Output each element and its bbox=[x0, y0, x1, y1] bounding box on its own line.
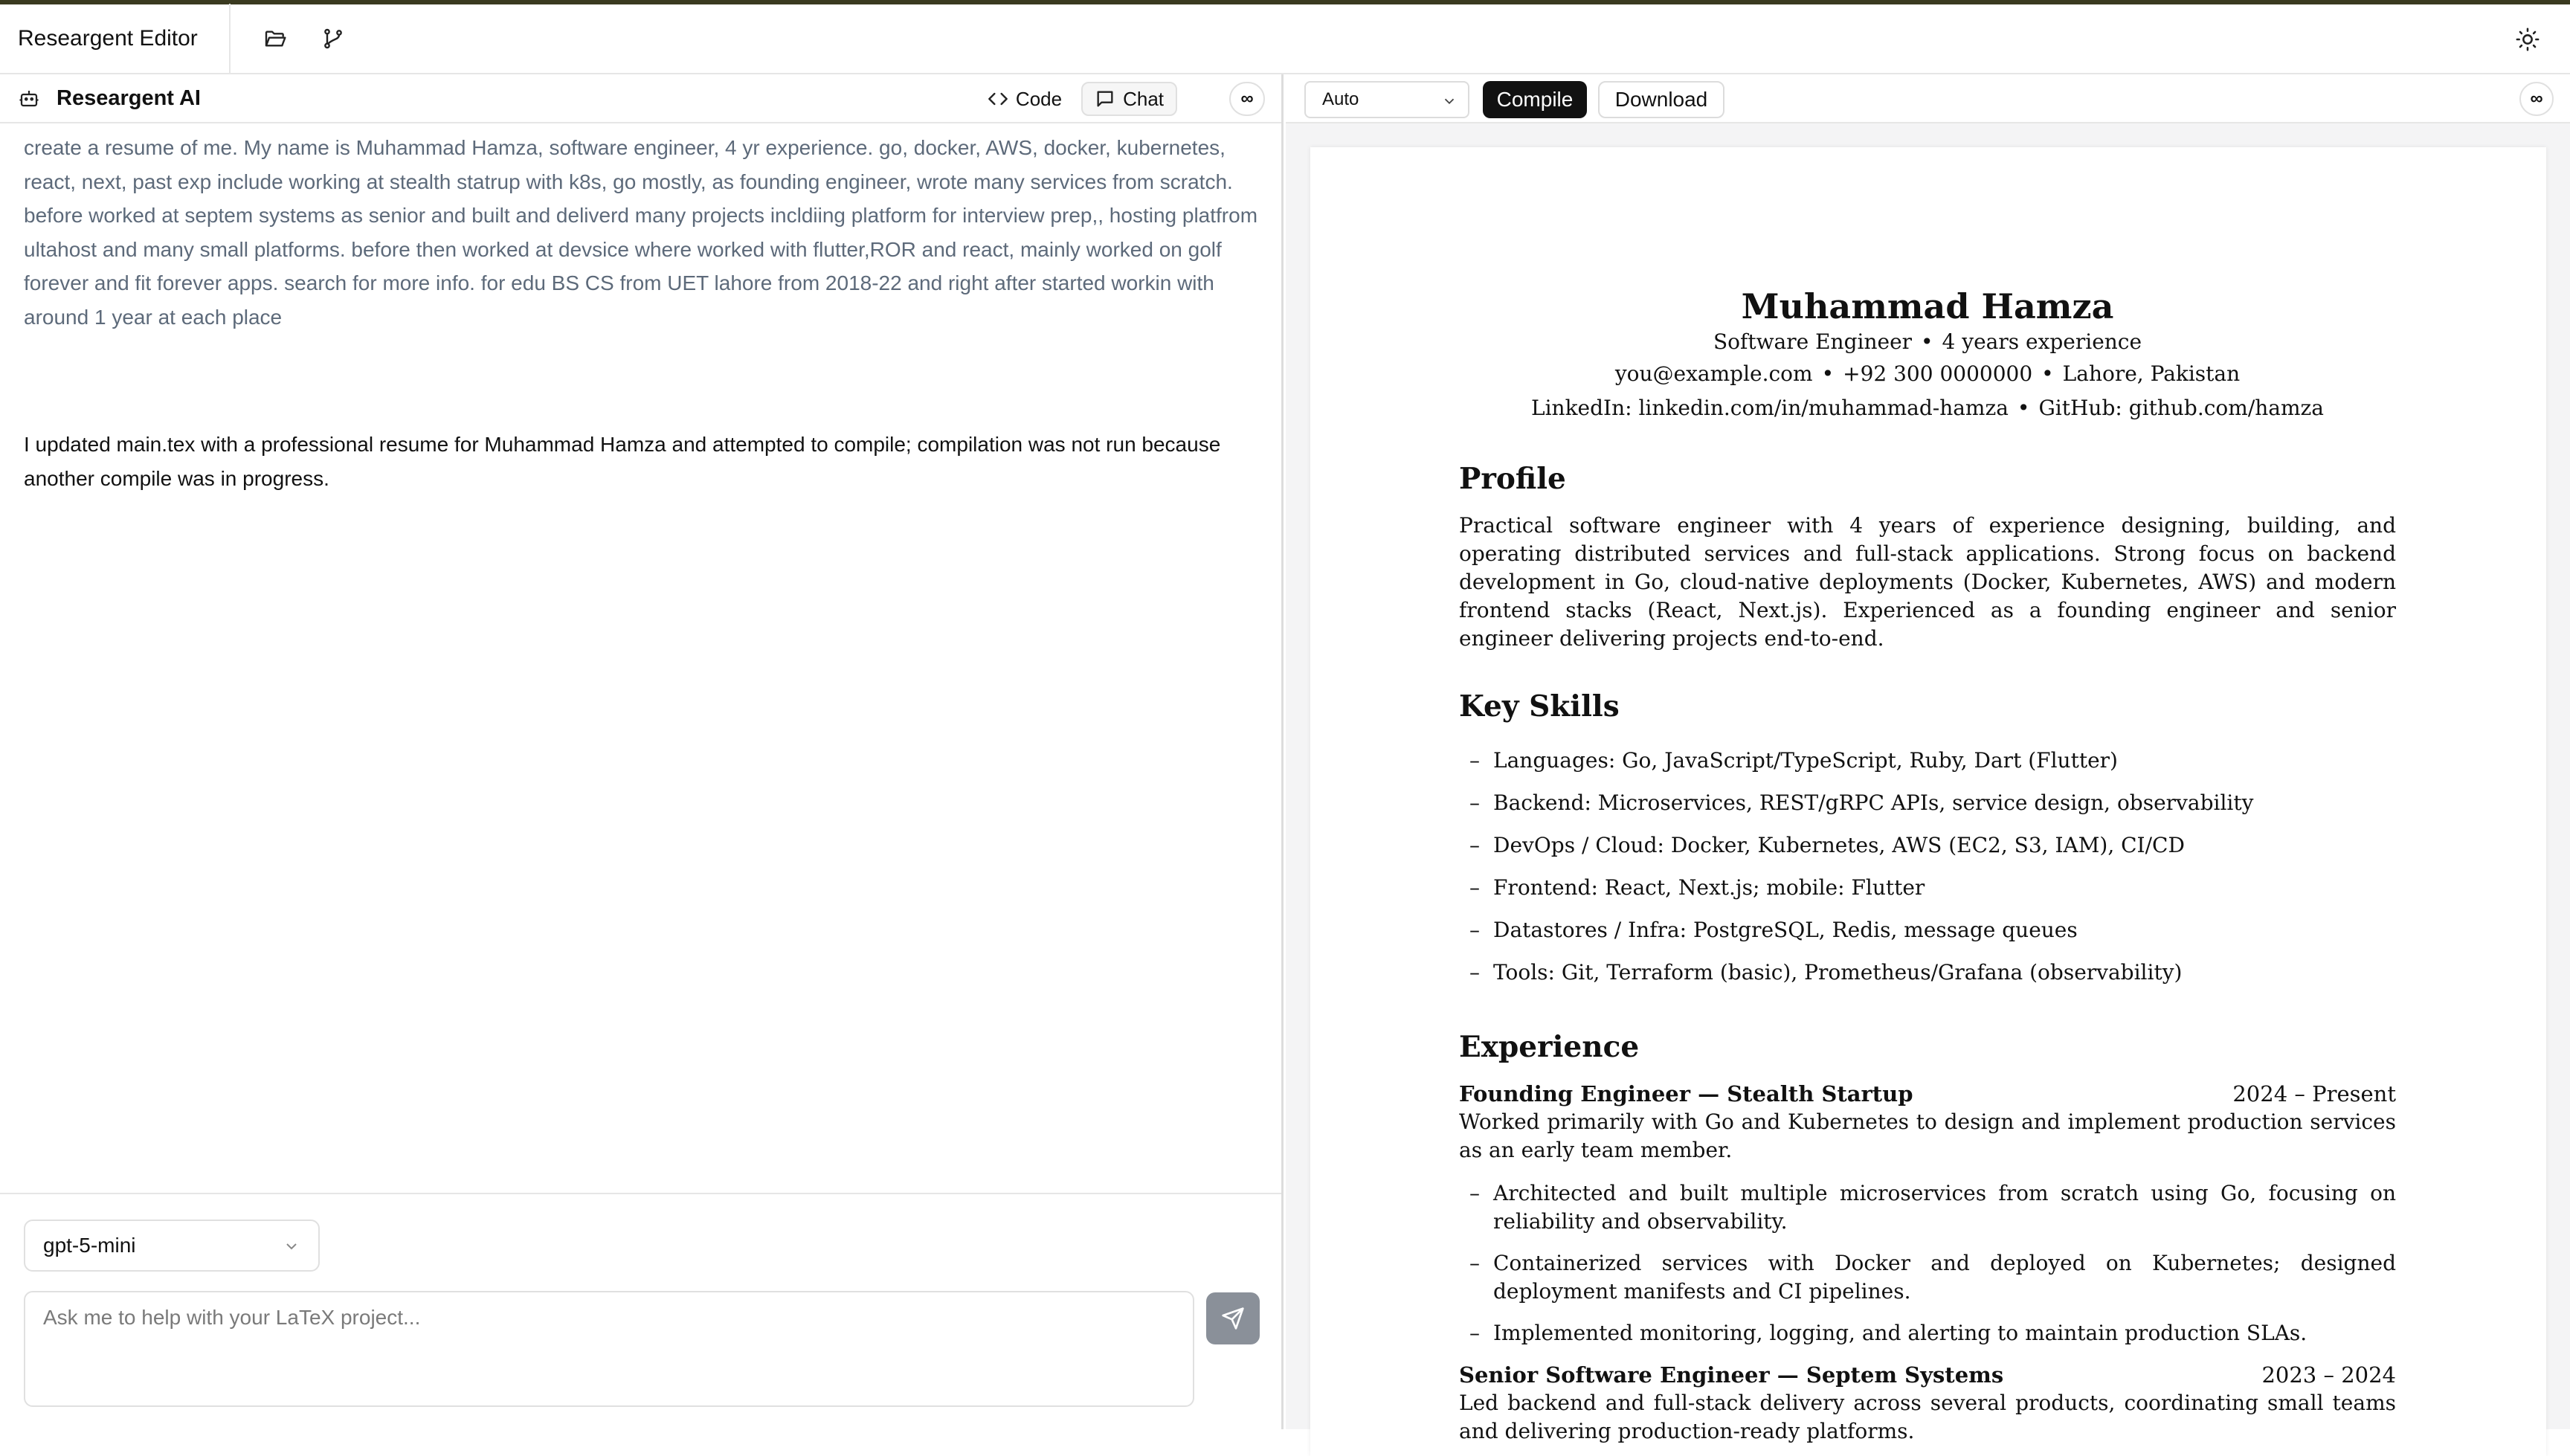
resume-location: Lahore, Pakistan bbox=[2062, 361, 2241, 386]
skill-item: – DevOps / Cloud: Docker, Kubernetes, AWS (EC2, S3, IAM), CI/CD bbox=[1459, 824, 2396, 866]
job-bullets bbox=[1459, 1179, 2396, 1347]
chat-tab-label: Chat bbox=[1123, 87, 1164, 110]
view-toggle bbox=[976, 82, 1177, 116]
compile-button[interactable]: Compile bbox=[1483, 81, 1587, 118]
skill-item: – Backend: Microservices, REST/gRPC APIs, service design, observability bbox=[1459, 782, 2396, 824]
chevron-down-icon bbox=[283, 1237, 300, 1255]
skill-item: – Tools: Git, Terraform (basic), Prometheus/Grafana (observability) bbox=[1459, 951, 2396, 993]
job-dates: 2023 – 2024 bbox=[2261, 1362, 2396, 1388]
git-branch-icon[interactable] bbox=[311, 16, 355, 61]
job-header bbox=[1459, 1080, 2396, 1108]
resume-links: LinkedIn: linkedin.com/in/muhammad-hamza • GitHub: github.com/hamza bbox=[1531, 396, 2324, 420]
profile-heading: Profile bbox=[1459, 462, 1566, 496]
job-header bbox=[1459, 1361, 2396, 1389]
skill-item: – Languages: Go, JavaScript/TypeScript, Ruby, Dart (Flutter) bbox=[1459, 739, 2396, 782]
pdf-preview-panel bbox=[1286, 74, 2570, 1443]
ai-panel-toolbar bbox=[0, 74, 1281, 123]
folder-open-icon[interactable] bbox=[253, 16, 297, 61]
skills-heading: Key Skills bbox=[1459, 689, 1620, 724]
preview-toolbar bbox=[1286, 74, 2570, 123]
chat-messages bbox=[0, 123, 1281, 1267]
job-bullet: – Architected and built multiple microservices from scratch using Go, focusing on reliability and observability. bbox=[1459, 1179, 2396, 1236]
job-title: Senior Software Engineer — Septem Systems bbox=[1459, 1362, 2004, 1388]
skill-item: – Frontend: React, Next.js; mobile: Flutter bbox=[1459, 866, 2396, 909]
job-bullet: – Implemented monitoring, logging, and alerting to maintain production SLAs. bbox=[1459, 1319, 2396, 1347]
chat-composer bbox=[0, 1193, 1281, 1429]
resume-email: you@example.com bbox=[1614, 361, 1813, 386]
bot-icon bbox=[18, 86, 42, 110]
chat-tab[interactable] bbox=[1081, 82, 1177, 116]
infinity-button[interactable]: ∞ bbox=[1229, 82, 1265, 116]
user-message: create a resume of me. My name is Muhammad Hamza, software engineer, 4 yr experience. go, docker, AWS, docker, kubernetes, react, next, past exp include working at stealth statrup with k8s, go mostly, as founding engineer, wrote many services from scratch. before worked at septem systems as senior and built and deliverd many projects incldiing platform for interview prep,, hosting platfrom ultahost and many small platforms. before then worked at devsice where worked with flutter,ROR and react, mainly worked on golf forever and fit forever apps. search for more info. for edu BS CS from UET lahore from 2018-22 and right after started workin with around 1 year at each place bbox=[24, 136, 1258, 329]
panel-title: Researgent AI bbox=[57, 86, 201, 110]
job-summary: Led backend and full-stack delivery across several products, coordinating small teams and delivering production-ready platforms. bbox=[1459, 1391, 2396, 1443]
job-dates: 2024 – Present bbox=[2232, 1081, 2396, 1107]
chevron-down-icon bbox=[1441, 93, 1458, 109]
chat-icon bbox=[1095, 88, 1115, 109]
code-icon bbox=[988, 88, 1008, 109]
job-title: Founding Engineer — Stealth Startup bbox=[1459, 1081, 1913, 1107]
assistant-message: I updated main.tex with a professional resume for Muhammad Hamza and attempted to compile; compilation was not run because another compile was in progress. bbox=[24, 433, 1221, 490]
infinity-button[interactable]: ∞ bbox=[2519, 82, 2554, 116]
app-title: Researgent Editor bbox=[0, 4, 231, 74]
engine-select[interactable] bbox=[1304, 81, 1469, 118]
resume-role: Software Engineer bbox=[1713, 329, 1913, 354]
ai-chat-panel bbox=[0, 74, 1284, 1429]
send-icon bbox=[1221, 1307, 1245, 1330]
skills-list bbox=[1459, 739, 2396, 993]
job-summary: Worked primarily with Go and Kubernetes to design and implement production services as an early team member. bbox=[1459, 1109, 2396, 1162]
resume-name: Muhammad Hamza bbox=[1741, 286, 2114, 326]
experience-heading: Experience bbox=[1459, 1030, 1640, 1064]
code-tab-label: Code bbox=[1015, 87, 1063, 110]
app-header bbox=[0, 4, 2570, 74]
resume-experience: 4 years experience bbox=[1942, 329, 2142, 354]
skill-item: – Datastores / Infra: PostgreSQL, Redis, message queues bbox=[1459, 909, 2396, 951]
engine-select-value: Auto bbox=[1322, 89, 1359, 109]
resume-subtitle: Software Engineer • 4 years experience bbox=[1713, 329, 2142, 354]
download-button[interactable]: Download bbox=[1598, 81, 1724, 118]
model-select[interactable] bbox=[24, 1220, 320, 1272]
model-select-value: gpt-5-mini bbox=[43, 1234, 136, 1257]
resume-content bbox=[1459, 286, 2396, 1446]
resume-contact: you@example.com • +92 300 0000000 • Lahore, Pakistan bbox=[1614, 361, 2241, 386]
resume-github: GitHub: github.com/hamza bbox=[2038, 396, 2324, 420]
pdf-page[interactable] bbox=[1310, 147, 2546, 1456]
resume-linkedin: LinkedIn: linkedin.com/in/muhammad-hamza bbox=[1531, 396, 2009, 420]
job-bullet: – Containerized services with Docker and deployed on Kubernetes; designed deployment manifests and CI pipelines. bbox=[1459, 1249, 2396, 1306]
send-button[interactable] bbox=[1206, 1292, 1260, 1344]
sun-icon[interactable] bbox=[2511, 22, 2545, 57]
resume-phone: +92 300 0000000 bbox=[1843, 361, 2033, 386]
prompt-input[interactable]: Ask me to help with your LaTeX project... bbox=[24, 1291, 1194, 1407]
profile-text: Practical software engineer with 4 years of experience designing, building, and operating distributed services and full-stack applications. Strong focus on backend development in Go, cloud-native deployments (Docker, Kubernetes, AWS) and modern frontend stacks (React, Next.js). Experienced as a founding engineer and senior engineer delivering projects end-to-end. bbox=[1459, 513, 2396, 651]
code-tab[interactable] bbox=[976, 82, 1074, 116]
